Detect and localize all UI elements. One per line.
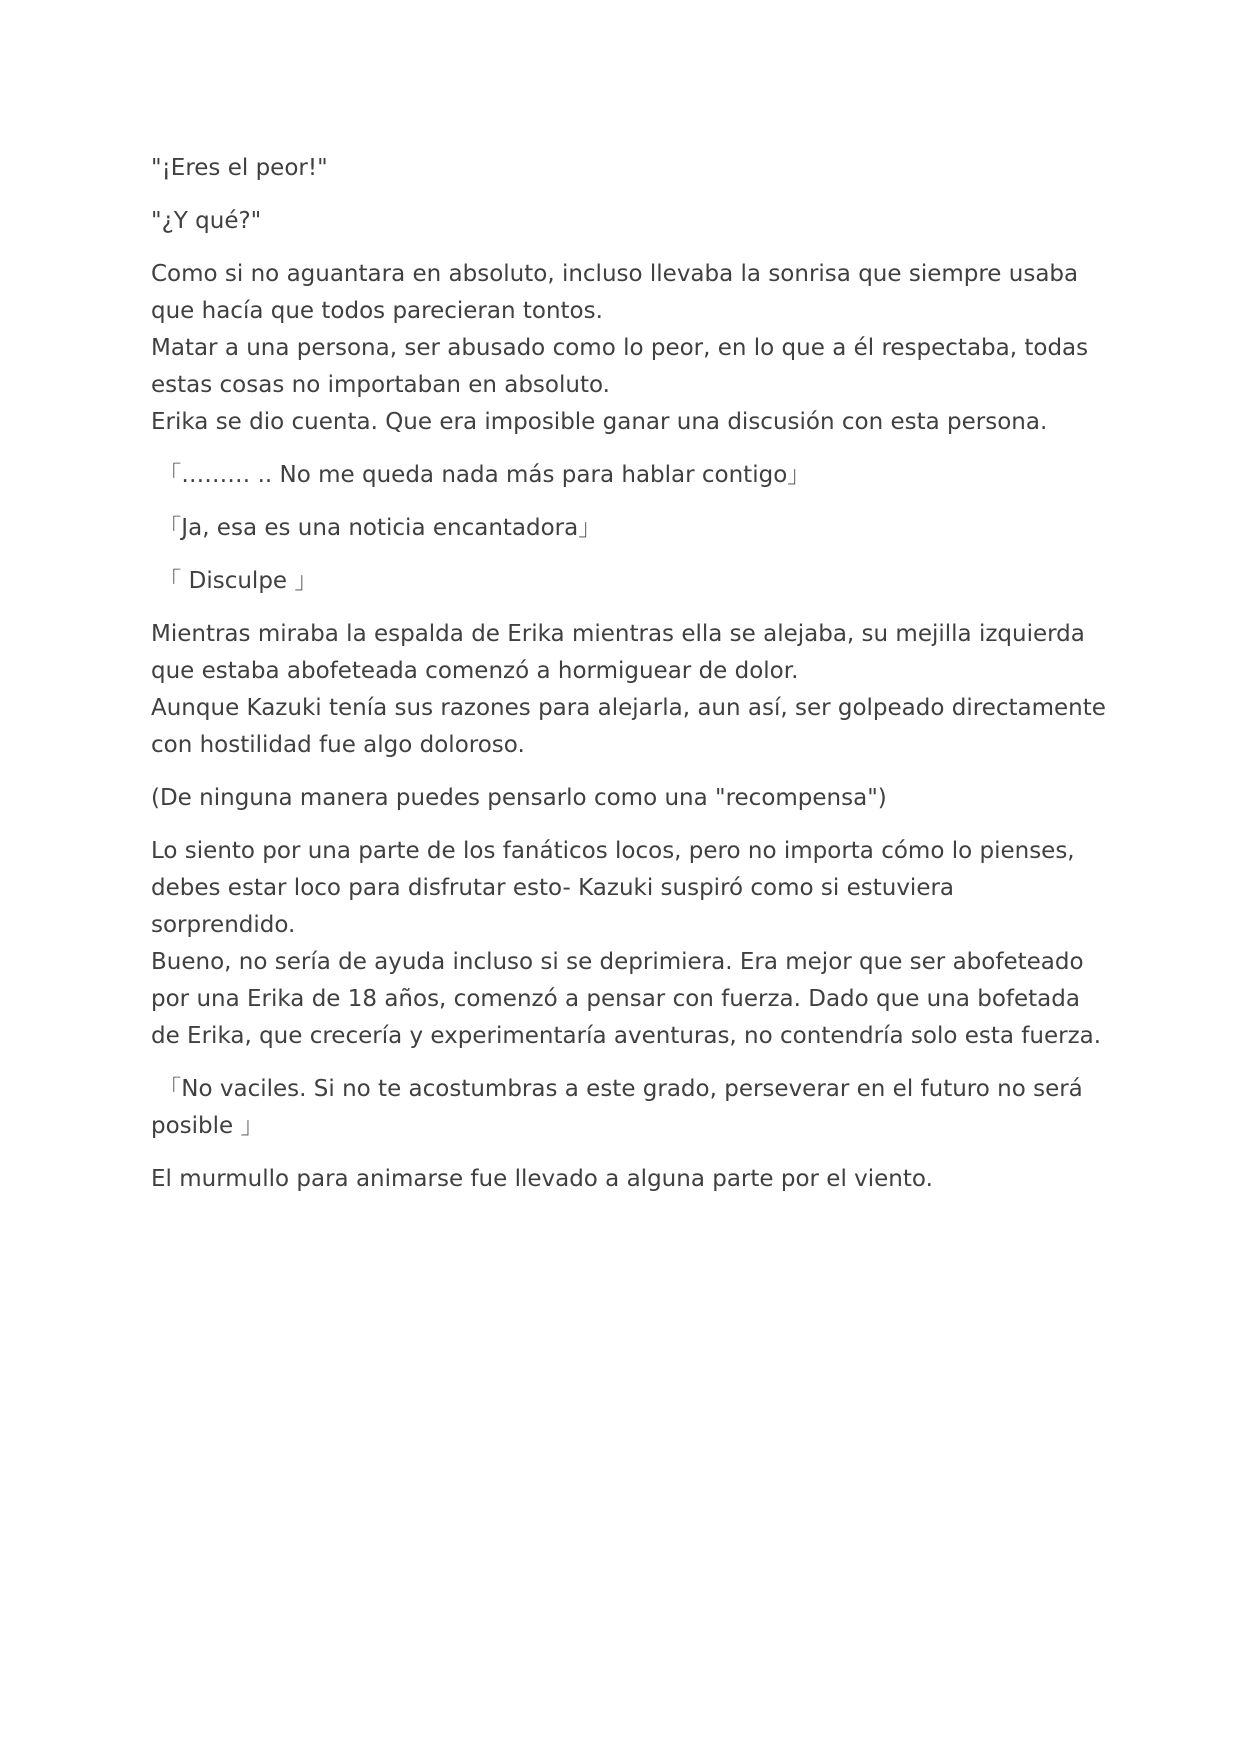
text-line: Bueno, no sería de ayuda incluso si se deprimiera. Era mejor que ser abofeteado [151,949,1084,975]
text-line: que hacía que todos parecieran tontos. [151,298,603,324]
paragraph-7 [151,616,1106,764]
paragraph-8 [151,780,1101,817]
text-line: Erika se dio cuenta. Que era imposible ganar una discusión con esta persona. [151,409,1048,435]
paragraph-6 [151,563,1101,600]
text-line: "¿Y qué?" [151,208,262,234]
text-line: (De ninguna manera puedes pensarlo como una "recompensa") [151,785,887,811]
paragraph-4 [151,457,1101,494]
text-line: Lo siento por una parte de los fanáticos locos, pero no importa cómo lo pienses, [151,838,1075,864]
text-line: sorprendido. [151,912,296,938]
text-line: posible 」 [151,1113,264,1139]
text-line: por una Erika de 18 años, comenzó a pensar con fuerza. Dado que una bofetada [151,986,1080,1012]
text-line: debes estar loco para disfrutar esto- Kazuki suspiró como si estuviera [151,875,955,901]
document-body [151,150,1106,1214]
text-line: 「……… .. No me queda nada más para hablar contigo」 [151,462,811,488]
text-line: Matar a una persona, ser abusado como lo peor, en lo que a él respectaba, todas [151,335,1089,361]
paragraph-9 [151,833,1101,1055]
paragraph-2 [151,203,1101,240]
paragraph-3 [151,256,1101,441]
paragraph-1 [151,150,1101,187]
text-line: Como si no aguantara en absoluto, incluso llevaba la sonrisa que siempre usaba [151,261,1079,287]
text-line: con hostilidad fue algo doloroso. [151,732,525,758]
text-line: Aunque Kazuki tenía sus razones para alejarla, aun así, ser golpeado directamente [151,695,1106,721]
text-line: de Erika, que crecería y experimentaría aventuras, no contendría solo esta fuerza. [151,1023,1102,1049]
paragraph-10 [151,1071,1101,1145]
paragraph-11 [151,1161,1101,1198]
text-line: 「No vaciles. Si no te acostumbras a este grado, perseverar en el futuro no será [151,1076,1083,1102]
paragraph-5 [151,510,1101,547]
text-line: El murmullo para animarse fue llevado a alguna parte por el viento. [151,1166,933,1192]
text-line: que estaba abofeteada comenzó a hormiguear de dolor. [151,658,799,684]
text-line: Mientras miraba la espalda de Erika mientras ella se alejaba, su mejilla izquierda [151,621,1085,647]
text-line: 「 Disculpe 」 [151,568,318,594]
text-line: "¡Eres el peor!" [151,155,328,181]
text-line: estas cosas no importaban en absoluto. [151,372,610,398]
text-line: 「Ja, esa es una noticia encantadora」 [151,515,602,541]
